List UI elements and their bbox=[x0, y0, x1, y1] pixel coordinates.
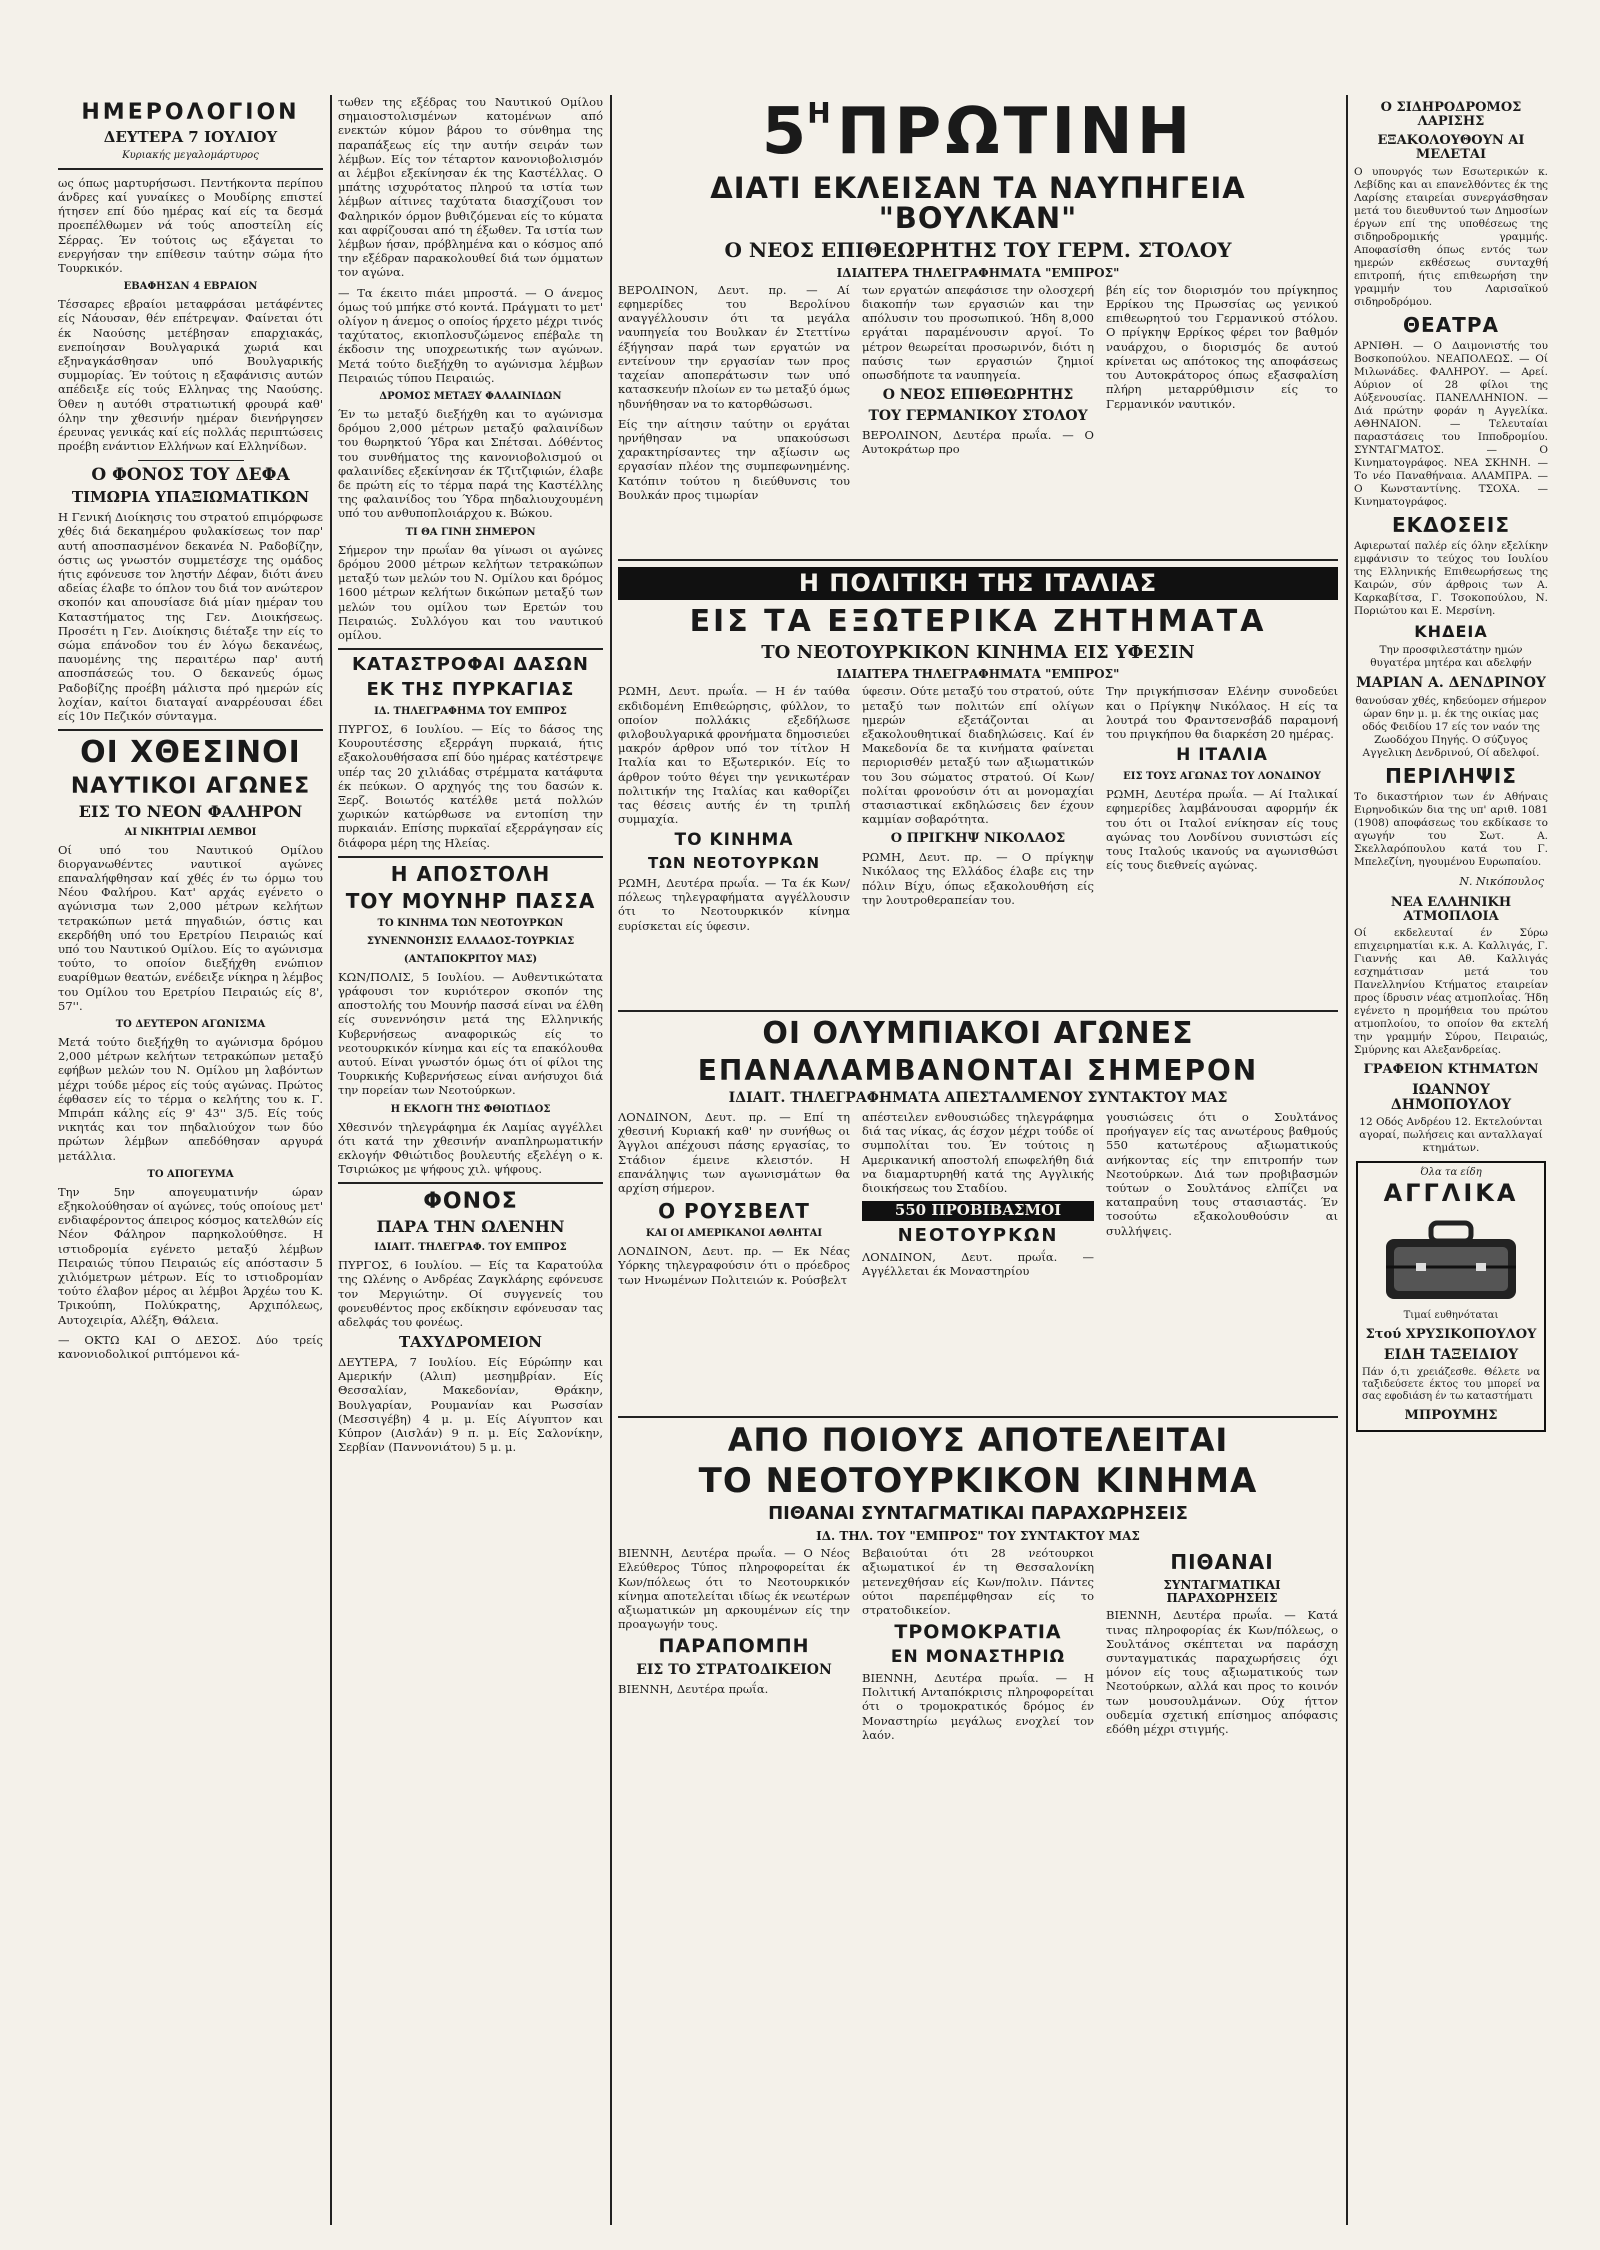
section-heading: Η ΕΚΛΟΓΗ ΤΗΣ ΦΘΙΩΤΙΔΟΣ bbox=[390, 1103, 551, 1115]
box-title: ΠΙΘΑΝΑΙ bbox=[1170, 1550, 1274, 1575]
olympic-title: ΟΙ ΟΛΥΜΠΙΑΚΟΙ ΑΓΩΝΕΣ bbox=[762, 1016, 1194, 1052]
article-row bbox=[618, 1546, 1338, 1806]
article-text: — ΟΚΤΩ ΚΑΙ Ο ΔΕΣΟΣ. Δύο τρείς κανονιοδολικοί ριπτόμενοι κά- bbox=[58, 1332, 323, 1362]
main-area bbox=[618, 95, 1338, 2225]
ad-lead: Όλα τα είδη bbox=[1420, 1167, 1482, 1179]
ad-items: ΕΙΔΗ ΤΑΞΕΙΔΙΟΥ bbox=[1383, 1346, 1519, 1363]
section-heading: ΤΟ ΑΠΟΓΕΥΜΑ bbox=[147, 1168, 234, 1180]
divider bbox=[138, 460, 244, 461]
calendar-feast: Κυριακής μεγαλομάρτυρος bbox=[122, 149, 259, 161]
article-subtitle: ΤΙΜΩΡΙΑ ΥΠΑΞΙΩΜΑΤΙΚΩΝ bbox=[71, 488, 310, 507]
box-title: ΕΙΣ ΤΟΥΣ ΑΓΩΝΑΣ ΤΟΥ ΛΟΝΔΙΝΟΥ bbox=[1123, 771, 1321, 783]
newspaper-page bbox=[58, 95, 1548, 2225]
section-heading: ΘΕΑΤΡΑ bbox=[1403, 312, 1499, 337]
divider bbox=[618, 1010, 1338, 1012]
section-heading: ΝΕΑ ΕΛΛΗΝΙΚΗ ΑΤΜΟΠΛΟΙΑ bbox=[1390, 895, 1512, 924]
column-rule bbox=[610, 95, 612, 2225]
section-heading: ΤΑΧΥΔΡΟΜΕΙΟΝ bbox=[399, 1333, 542, 1352]
divider bbox=[58, 729, 323, 731]
article-text: ΠΥΡΓΟΣ, 6 Ιουλίου. — Είς τα Καρατούλα της Ωλένης ο Ανδρέας Ζαγκλάρης εφόνευσε τον Μεργιώτην. Οί συγγενείς του φονευθέντος προς εκδίκησιν εφόνευσαν τας αδελφάς του φονέως. bbox=[338, 1258, 603, 1330]
article-text: Αφιερωταί παλέρ είς όλην εξελίκην εμφάνισιν το τεύχος του Ιουλίου της Ελληνικής Επιθεωρήσεως της Καιρών, σύν άρθροις των Α. Καρκαβίτσα, Γ. Τσοκοπούλου, Ν. Ποριώτου και Ε. Μερσίνη. bbox=[1354, 539, 1548, 617]
box-title: Ο ΝΕΟΣ ΕΠΙΘΕΩΡΗΤΗΣ bbox=[882, 387, 1074, 404]
article-text: Τέσσαρες εβραίοι μεταφράσαι μετάφέντες είς Νάουσαν, θέν επέτρεψαν. Φαίνεται ότι έκ Ναούσης μετέβησαν επαρχιακάς, ενεποίησαν Βουλγαρικά χωριά και εξηναγκάσθησαν υπό Βουλγαρικής συμμορίας. Έν τούτοις η εξαφάνισις αυτών απέδειξε είς τούς Ελληνας της Ναούσης. Όθεν η αυτόθι στρατιωτική φρουρά καθ' όλην την χθεσινήν ημέραν διενήργησεν έρευνας γενικάς καί είς πολλάς περιπτώσεις προέβη ενάντιον Ελλήνων καί Ελληνίδων. bbox=[58, 297, 323, 454]
article-title: ΝΑΥΤΙΚΟΙ ΑΓΩΝΕΣ bbox=[70, 773, 311, 799]
article-text: Την πριγκήπισσαν Ελένην συνοδεύει και ο Πρίγκηψ Νικόλαος. Η είς τα λουτρά του Φραντσενσβάδ παραμονή του πριγκήπου θα διαρκέση 20 ημέρας. bbox=[1106, 684, 1338, 742]
article-text: ΒΙΕΝΝΗ, Δευτέρα πρωΐα. — Η Πολιτική Ανταπόκρισις πληροφορείται ότι ο τρομοκρατικός δρόμος έν Μοναστηρίω μεγάλως ενοχλεί τον λαόν. bbox=[862, 1671, 1094, 1742]
article-subtitle: ΙΔ. ΤΗΛΕΓΡΑΦΗΜΑ ΤΟΥ ΕΜΠΡΟΣ bbox=[374, 705, 567, 717]
article-title: ΕΚ ΤΗΣ ΠΥΡΚΑΓΙΑΣ bbox=[366, 679, 575, 700]
article-title: ΟΙ ΧΘΕΣΙΝΟΙ bbox=[80, 735, 301, 771]
title-word: ΠΡΩΤΙΝΗ bbox=[836, 95, 1195, 169]
article-subtitle: ΑΙ ΝΙΚΗΤΡΙΑΙ ΛΕΜΒΟΙ bbox=[124, 826, 257, 838]
ad-cheap: Τιμαί ευθηνόταται bbox=[1403, 1310, 1499, 1322]
article-text: Έν τω μεταξύ διεξήχθη και το αγώνισμα δρόμου 2,000 μέτρων μεταξύ φαλαινίδων του θωρηκτού Ύδρα και Σπέτσαι. Δόθέντος του συνθήματος της κανονιοβολισμού οι φαλαινίδες εξεκίνησαν έκ Τζιτζιφιών, έλαβε δε πρώτη είς το τέρμα παρά της Καστέλλης της φαλαινίδος του Ύδρα πηδαλιουχουμένη υπό του ανθυποπλοιάρχου κ. Βώκου. bbox=[338, 407, 603, 521]
italy-subtitle: ΤΟ ΝΕΟΤΟΥΡΚΙΚΟΝ ΚΙΝΗΜΑ ΕΙΣ ΥΦΕΣΙΝ bbox=[761, 641, 1195, 663]
box-title: 550 ΠΡΟΒΙΒΑΣΜΟΙ bbox=[862, 1201, 1094, 1221]
ad-sign: ΜΠΡΟΥΜΗΣ bbox=[1404, 1407, 1498, 1423]
article-column bbox=[618, 283, 850, 508]
signature: Ν. Νικόπουλος bbox=[1459, 875, 1544, 889]
article-text: ΔΕΥΤΕΡΑ, 7 Ιουλίου. Είς Εύρώπην και Αμερικήν (Αλιπ) μεσημβρίαν. Είς Θεσσαλίαν, Μακεδονίαν, Θράκην, Βουλγαρίαν, Ρουμανίαν και Ρωσσίαν (Μεσσιγέβη) 4 μ. μ. Είς Αίγυπτον και Κύπρον (Αισλάν) 9 π. μ. Είς Σαλονίκην, Σερβίαν (Παννονιάτου) 5 μ. μ. bbox=[338, 1355, 603, 1455]
article-column bbox=[1106, 1546, 1338, 1742]
main-subheadline: Ο ΝΕΟΣ ΕΠΙΘΕΩΡΗΤΗΣ ΤΟΥ ΓΕΡΜ. ΣΤΟΛΟΥ bbox=[724, 237, 1232, 262]
box-title: ΝΕΟΤΟΥΡΚΩΝ bbox=[897, 1225, 1059, 1246]
bottom-title: ΑΠΟ ΠΟΙΟΥΣ ΑΠΟΤΕΛΕΙΤΑΙ bbox=[727, 1421, 1229, 1460]
divider bbox=[338, 648, 603, 650]
box-title: Ο ΠΡΙΓΚΗΨ ΝΙΚΟΛΑΟΣ bbox=[890, 831, 1066, 847]
article-column bbox=[1106, 1110, 1338, 1244]
article-subtitle: ΕΙΣ ΤΟ ΝΕΟΝ ΦΑΛΗΡΟΝ bbox=[78, 801, 303, 821]
article-title: Η ΑΠΟΣΤΟΛΗ bbox=[390, 861, 551, 886]
article-text: ΛΟΝΔΙΝΟΝ, Δευτ. πρ. — Επί τη χθεσινή Κυριακή καθ' ην συνήθως οι Άγγλοι απέχουσι πάσης εργασίας, το Στάδιον έμεινε κλειστόν. Η επανάληψις των αγωνισμάτων θα αρχίση σήμερον. bbox=[618, 1110, 850, 1196]
article-subtitle: ΕΞΑΚΟΛΟΥΘΟΥΝ ΑΙ ΜΕΛΕΤΑΙ bbox=[1377, 133, 1525, 162]
article-text: Βεβαιούται ότι 28 νεότουρκοι αξιωματικοί έν τη Θεσσαλονίκη μετενεχθήσαν είς Κων/πολιν. Πάντες ούτοι παρεπέμφθησαν είς το στρατοδικείον. bbox=[862, 1546, 1094, 1618]
divider bbox=[618, 1416, 1338, 1418]
box-title: Η ΙΤΑΛΙΑ bbox=[1176, 745, 1268, 766]
bottom-subtitle: ΠΙΘΑΝΑΙ ΣΥΝΤΑΓΜΑΤΙΚΑΙ ΠΑΡΑΧΩΡΗΣΕΙΣ bbox=[768, 1503, 1188, 1525]
article-text: Οί υπό του Ναυτικού Ομίλου διοργανωθέντες ναυτικοί αγώνες επαναλήφθησαν καί χθές έν τω όρμω του Νέου Φαλήρου. Κατ' αρχάς εγένετο ο αγώνισμα των 2,000 μέτρων κελήτων τετρακώπων μετά πηγαδιών, όστις και εκερδήθη υπό του Ερετρίου Πειραιώς καί υπό του Ναυτικού Ομίλου. Είς το αγώνισμα τούτο, το οποίον διεξήχθη ενώπιον ευαρίθμων θεατών, ενέδειξε νίκηρα η λέμβος του Ομίλου του Ερετρίου Πειραιώς είς 8', 57''. bbox=[58, 842, 323, 1013]
article-text: ΒΙΕΝΝΗ, Δευτέρα πρωΐα. bbox=[618, 1682, 769, 1697]
box-title: ΚΑΙ ΟΙ ΑΜΕΡΙΚΑΝΟΙ ΑΘΛΗΤΑΙ bbox=[645, 1228, 823, 1240]
article-title: Ο ΣΙΔΗΡΟΔΡΟΜΟΣ ΛΑΡΙΣΗΣ bbox=[1380, 100, 1522, 129]
article-text: Χθεσινόν τηλεγράφημα έκ Λαμίας αγγέλλει ότι κατά την χθεσινήν αναπληρωματικήν εκλογήν Φθιώτιδος βουλευτής εξελέγη ο κ. Τσιριώκος με ψήφους χιλ. ψήφους. bbox=[338, 1119, 603, 1177]
column-rule bbox=[330, 95, 332, 2225]
article-text: ΡΩΜΗ, Δευτ. πρ. — Ο πρίγκηψ Νικόλαος της Ελλάδος έλαβε εις την πόλιν Βίχυ, όπως εξακολουθήση είς την λουτροθεραπείαν του. bbox=[862, 850, 1094, 907]
olympic-subtitle: ΕΠΑΝΑΛΑΜΒΑΝΟΝΤΑΙ ΣΗΜΕΡΟΝ bbox=[697, 1053, 1259, 1087]
calendar-date: ΔΕΥΤΕΡΑ 7 ΙΟΥΛΙΟΥ bbox=[103, 128, 278, 147]
article-text: τωθεν της εξέδρας του Ναυτικού Ομίλου σημαιοστολισμένων κατομένων από ενεκτών κύμον βάρου το σύνθημα της παραπάξεως είς την αυτήν σειράν των λέμβων. Είς τον τέταρτον κανονιοβολισμόν αι λέμβοι εξεκίνησαν έκ της Καστέλλας. Ο μπάτης ισχυρότατος πληρού τα ιστία των λέμβων αίτινες ταχύτατα διασχίζουσι τον Φαληρικόν όρμον βυθιζόμεναι είς το κύματα και αφρίζουσαι από τη έξωθεν. Τα ιστία των λέμβων ήσαν, πρόβλημένα και ο κόσμος από την εξέδραν παρακολουθεί διά των όμματων τον αγώνα. bbox=[338, 95, 603, 280]
divider bbox=[58, 168, 323, 170]
article-text: γουσιώσεις ότι ο Σουλτάνος προήγαγεν είς τας ανωτέρους βαθμούς 550 κατωτέρους αξιωματικούς ανήκοντας είς την επιτροπήν των Νεοτούρκων. Διά των προβιβασμών τούτων ο Σουλτάνος ελπίζει να καταπραΰνη τους στασιαστάς. Έν τοσούτω εξακολουθούσιν αι συλλήψεις. bbox=[1106, 1110, 1338, 1238]
box-title: ΤΟΥ ΓΕΡΜΑΝΙΚΟΥ ΣΤΟΛΟΥ bbox=[868, 407, 1088, 424]
article-text: Μετά τούτο διεξήχθη το αγώνισμα δρόμου 2,000 μέτρων κελήτων τετρακώπων μεταξύ εφήβων μελών του Ν. Ομίλου μη λαβόντων μέχρι τούδε μέρος είς τούς αγώνας. Πρώτος έφθασεν είς το τέρμα ο κελήτης του κ. Γ. Μπιράπ κάλης είς 9' 43'' 3/5. Είς τούς νικητάς και τον πηδαλιούχον των δύο πρώτων λέμβων απεδόθησαν αργυρά μετάλλια. bbox=[58, 1034, 323, 1163]
article-text: Η Γενική Διοίκησις του στρατού επιμόρφωσε χθές διά δεκαημέρου φυλακίσεως τον παρ' αυτή αποσπασμένον δεκανέα Ν. Ραδοβίζην, όστις ως γνωστόν συμμετέσχε της ομάδος ήτις εφόνευσε τον ληστήν Δέφαν, διότι άνευ αδείας έλαβε το όπλον του διά τον ανώτερον σκοπόν και απουσίασε διά μίαν ημέραν του Καταστήματος της Γεν. Διοικήσεως. Προσέτι η Γεν. Διοίκησις διέταξε την είς το σώμα επάνοδον του έν λόγω δεκανέως, παυομένης της περαιτέρω παρ' αυτή αποσπάσεώς του. Ο δεκανεύς όμως Ραδοβίζης προέβη μάλιστα πρό ημερών είς λοχίαν, καίτοι διαταγαί αναρρέουσαι έδει είς 10ν Πεζικόν σύνταγμα. bbox=[58, 510, 323, 723]
section-heading: ΕΚΔΟΣΕΙΣ bbox=[1391, 512, 1511, 537]
article-column bbox=[862, 1110, 1094, 1284]
article-column bbox=[618, 1546, 850, 1702]
article-subtitle: ΤΟ ΚΙΝΗΜΑ ΤΩΝ ΝΕΟΤΟΥΡΚΩΝ bbox=[377, 917, 564, 929]
article-text: Την προσφιλεστάτην ημών θυγατέρα μητέρα και αδελφήν bbox=[1370, 644, 1532, 670]
section-heading: ΤΙ ΘΑ ΓΙΝΗ ΣΗΜΕΡΟΝ bbox=[405, 526, 536, 538]
article-column bbox=[862, 684, 1094, 912]
title-number: 5 bbox=[761, 95, 808, 169]
article-text: Είς την αίτησιν ταύτην οι εργάται ηρνήθησαν να υπακούσωσι χαρακτηρίσαντες την αξίωσιν ως εργασίαν πλέον της συμπεφωνημένης. Κατόπιν τούτου η διεύθυνσις του Βουλκάν προς τιμωρίαν bbox=[618, 416, 850, 502]
funeral-name: ΜΑΡΙΑΝ Α. ΔΕΝΔΡΙΝΟΥ bbox=[1356, 675, 1546, 692]
article-text: των εργατών απεφάσισε την ολοσχερή διακοπήν των εργασιών και την απόλυσιν του προσωπικού. Ήδη 8,000 εργάται παραμένουσιν αργοί. Το μέτρον θεωρείται προσωρινόν, διότι η παύσις των εργασιών ζημιοί οπωσδήποτε τα ναυπηγεία. bbox=[862, 282, 1094, 383]
article-text: 12 Οδός Ανδρέου 12. Εκτελούνται αγοραί, πωλήσεις και ανταλλαγαί κτημάτων. bbox=[1359, 1116, 1543, 1155]
article-title: ΠΑΡΑ ΤΗΝ ΩΛΕΝΗΝ bbox=[376, 1217, 565, 1237]
article-text: ΛΟΝΔΙΝΟΝ, Δευτ. πρωΐα. — Αγγέλλεται έκ Μοναστηρίου bbox=[862, 1249, 1094, 1279]
main-headline: ΔΙΑΤΙ ΕΚΛΕΙΣΑΝ ΤΑ ΝΑΥΠΗΓΕΙΑ "ΒΟΥΛΚΑΝ" bbox=[710, 171, 1246, 236]
article-subtitle: (ΑΝΤΑΠΟΚΡΙΤΟΥ ΜΑΣ) bbox=[403, 953, 538, 965]
section-heading: ΔΡΟΜΟΣ ΜΕΤΑΞΥ ΦΑΛΑΙΝΙΔΩΝ bbox=[379, 391, 562, 403]
office-name: ΙΩΑΝΝΟΥ ΔΗΜΟΠΟΥΛΟΥ bbox=[1390, 1081, 1512, 1113]
article-text: ΠΥΡΓΟΣ, 6 Ιουλίου. — Είς το δάσος της Κουρουτέσσης εξερράγη πυρκαιά, ήτις εξακολουθήσασα επί δύο ημέρας κατέστρεψε υπέρ τας 20 χιλιάδας στρέμματα κατάφυτα έκ πεύκων. Ο αρχηγός της του δασών κ. Ξερζ. Βοιωτός κατέλθε μετά πολλών χωρικών κατώρθωσε να εντοπίση την πυρκαιάν. Επίσης πυρκαϊαί εξερράγησαν είς διάφορα μέρη της Ηλείας. bbox=[338, 721, 603, 850]
article-row bbox=[618, 1110, 1338, 1410]
article-text: ΒΙΕΝΝΗ, Δευτέρα πρωΐα. — Ο Νέος Ελεύθερος Τύπος πληροφορείται έκ Κων/πόλεως ότι το Νεοτουρκικόν κίνημα αποτελείται ιδίως έκ νεωτέρων αξιωματικών μη αρκουμένων είς την προαγωγήν τους. bbox=[618, 1546, 850, 1632]
column-2 bbox=[338, 95, 603, 2225]
article-text: ύφεσιν. Ούτε μεταξύ του στρατού, ούτε μεταξύ των πολιτών επί ολίγων ημερών εξετάζονται αι εξακολουθητικαί διαδηλώσεις. Καί έν Μακεδονία δε τα κινήματα φαίνεται περιορισθέν μεταξύ των αξιωματικών του 3ου σώματος στρατού. Οί Κων/πολίται φρονούσιν ότι αι μονομαχίαι στασιαστικαί εκδηλώσεις δεν έχουν καμμίαν σοβαρότητα. bbox=[862, 684, 1094, 827]
office-title: ΓΡΑΦΕΙΟΝ ΚΤΗΜΑΤΩΝ bbox=[1363, 1062, 1539, 1078]
article-text: ΛΟΝΔΙΝΟΝ, Δευτ. πρ. — Εκ Νέας Υόρκης τηλεγραφούσιν ότι ο πρόεδρος των Ηνωμένων Πολιτειών κ. Ρούσβελτ bbox=[618, 1244, 850, 1287]
title-superscript: Η bbox=[807, 97, 832, 130]
article-column bbox=[862, 283, 1094, 462]
article-text: ΑΡΝΙΘΗ. — Ο Δαιμονιστής του Βοσκοπούλου. ΝΕΑΠΟΛΕΩΣ. — Οί Μιλωνάδες. ΦΑΛΗΡΟΥ. — Αρεί. Αύριον οί 28 φίλοι της Αύξενουσίας. ΠΑΝΕΛΛΗΝΙΟΝ. — Διά πρώτην φοράν η Αγγελίκα. ΑΘΗΝΑΙΟΝ. — Τελευταίαι παραστάσεις του Ιπποδρομίου. ΣΥΝΤΑΓΜΑΤΟΣ. — Ο Κινηματογράφος. ΝΕΑ ΣΚΗΝΗ. — Το νέο Παναθήναια. ΑΛΑΜΠΡΑ. — Ο Κωνσταντίνης. ΤΣΟΧΑ. — Κινηματογράφος. bbox=[1354, 339, 1548, 508]
article-text: βέη είς τον διορισμόν του πρίγκηπος Ερρίκου της Πρωσσίας ως γενικού επιθεωρητού του Γερμανικού στόλου. Ο πρίγκηψ Ερρίκος φέρει τον βαθμόν ναυάρχου, ο διορισμός δε αυτού κρίνεται ως απότοκος της αποφάσεως του Αυτοκράτορος όπως εξασφαλίση πλήρη μεταρρύθμισιν είς το Γερμανικόν ναυτικόν. bbox=[1106, 282, 1338, 411]
divider bbox=[338, 856, 603, 858]
article-text: ως όπως μαρτυρήσωσι. Πεντήκοντα περίπου άνδρες καί γυναίκες ο Μουδίρης επιστεί ήτησεν επί δύο ημέρας καί είς τα δεσμά προεπέλθωμεν νά τούς αποστείλη είς Σέρρας. Έν τούτοις ως εξάγεται το ενεργήσαν την επίθεσιν ταύτην σώμα ήτο Τουρκικόν. bbox=[58, 175, 323, 276]
article-text: θανούσαν χθές, κηδεύομεν σήμερον ώραν 6ην μ. μ. έκ της οικίας μας οδός Φειδίου 17 είς τον ναόν της Ζωοδόχου Πηγής. Ο σύζυγος Αγγελικη Δενδρινού, Οί αδελφοί. bbox=[1355, 695, 1547, 760]
article-text: Το δικαστήριον των έν Αθήναις Ειρηνοδικών δια της υπ' αριθ. 1081 (1908) αποφάσεως του εκδίκασε το αγωγήν του Σωτ. Α. Σκελλαρόπουλου κατά του Γ. Μπελεζίνη, ηγουμένου Ευρωπαίου. bbox=[1354, 791, 1548, 869]
ad-shop: Στού ΧΡΥΣΙΚΟΠΟΥΛΟΥ bbox=[1365, 1327, 1537, 1343]
article-title: ΚΑΤΑΣΤΡΟΦΑΙ ΔΑΣΩΝ bbox=[352, 654, 589, 676]
box-title: ΤΩΝ ΝΕΟΤΟΥΡΚΩΝ bbox=[647, 854, 821, 873]
italy-title: Η ΠΟΛΙΤΙΚΗ ΤΗΣ ΙΤΑΛΙΑΣ bbox=[618, 567, 1338, 600]
olympic-subtitle: ΙΔΙΑΙΤ. ΤΗΛΕΓΡΑΦΗΜΑΤΑ ΑΠΕΣΤΑΛΜΕΝΟΥ ΣΥΝΤΑΚΤΟΥ ΜΑΣ bbox=[728, 1090, 1228, 1107]
article-text: ΚΩΝ/ΠΟΛΙΣ, 5 Ιουλίου. — Αυθεντικώτατα γράφουσι τον κυριότερον σκοπόν της αποστολής του Μουνήρ πασσά είναι να έλθη είς συνεννόησιν μετά της Ελληνικής Κυβερνήσεως αναφορικώς είς το νεοτουρκικόν κίνημα και είς τα επακόλουθα αυτού. Είναι γνωστόν όμως ότι οί φίλοι της Τουρκικής Κυβερνήσεως είναι ανήσυχοι διά την πορείαν των Νεοτούρκων. bbox=[338, 969, 603, 1098]
article-row bbox=[618, 283, 1338, 553]
bottom-title: ΤΟ ΝΕΟΤΟΥΡΚΙΚΟΝ ΚΙΝΗΜΑ bbox=[698, 1460, 1258, 1501]
article-title: Ο ΦΟΝΟΣ ΤΟΥ ΔΕΦΑ bbox=[91, 464, 290, 485]
italy-subtitle: ΙΔΙΑΙΤΕΡΑ ΤΗΛΕΓΡΑΦΗΜΑΤΑ "ΕΜΠΡΟΣ" bbox=[836, 667, 1120, 682]
box-title: ΠΑΡΑΠΟΜΠΗ bbox=[658, 1635, 810, 1658]
article-subtitle: ΣΥΝΕΝΝΟΗΣΙΣ ΕΛΛΑΔΟΣ-ΤΟΥΡΚΙΑΣ bbox=[366, 935, 575, 947]
advertisement bbox=[1356, 1161, 1546, 1432]
section-heading: ΤΟ ΔΕΥΤΕΡΟΝ ΑΓΩΝΙΣΜΑ bbox=[115, 1018, 266, 1030]
ad-text: Πάν ό,τι χρειάζεσθε. Θέλετε να ταξιδεύσετε έκτος του μπορεί να σας εφοδιάση έν τω καταστήματι bbox=[1362, 1366, 1540, 1402]
front-title bbox=[618, 97, 1338, 167]
article-row bbox=[618, 684, 1338, 1004]
article-text: Σήμερον την πρωΐαν θα γίνωσι οι αγώνες δρόμου 2000 μέτρων κελήτων τετρακώπων μεταξύ των μελών του Ν. Ομίλου και δρόμος 1600 μέτρων κελήτων δικώπων μεταξύ των μελών του ομίλου των Ερετών του Πειραιώς. Συλλόγου και του ναυτικού ομίλου. bbox=[338, 542, 603, 642]
section-heading: ΚΗΔΕΙΑ bbox=[1414, 621, 1488, 641]
box-title: ΤΡΟΜΟΚΡΑΤΙΑ bbox=[894, 1621, 1062, 1644]
article-column bbox=[618, 1110, 850, 1293]
article-column bbox=[1106, 283, 1338, 417]
box-title: ΕΝ ΜΟΝΑΣΤΗΡΙΩ bbox=[890, 1647, 1066, 1668]
article-subtitle: ΙΔΙΑΙΤ. ΤΗΛΕΓΡΑΦ. ΤΟΥ ΕΜΠΡΟΣ bbox=[374, 1242, 567, 1254]
italy-subtitle: ΕΙΣ ΤΑ ΕΞΩΤΕΡΙΚΑ ΖΗΤΗΜΑΤΑ bbox=[689, 604, 1267, 640]
section-heading: ΠΕΡΙΛΗΨΙΣ bbox=[1385, 764, 1517, 789]
article-text: ΡΩΜΗ, Δευτέρα πρωΐα. — Αί Ιταλικαί εφημερίδες λαμβάνουσαι αφορμήν έκ του ότι οι Ιταλοί ενίκησαν είς τους αγώνας του Λονδίνου συνιστώσι είς τους Ιταλούς ικανούς να αγωνισθώσι είς τους διεθνείς αγώνας. bbox=[1106, 787, 1338, 873]
article-text: Ο υπουργός των Εσωτερικών κ. Λεβίδης και αι επανελθόντες έκ της Λαρίσης εταιρείαι συνεργάσθησαν μετά του διευθυντού των Δημοσίων έργων επί της υποθέσεως της σιδηροδρομικής γραμμής. Αποφασίσθη όπως εντός των ημερών εκθέσεως συνταχθή επιτροπή, ήτις επιθεωρήση την γραμμήν του Λαρισαϊκού σιδηροδρόμου. bbox=[1354, 165, 1548, 308]
main-subheadline: ΙΔΙΑΙΤΕΡΑ ΤΗΛΕΓΡΑΦΗΜΑΤΑ "ΕΜΠΡΟΣ" bbox=[836, 265, 1120, 280]
article-text: ΒΕΡΟΛΙΝΟΝ, Δευτ. πρ. — Αί εφημερίδες του Βερολίνου αναγγέλλουσιν ότι τα μεγάλα ναυπηγεία του Βουλκαν έν Στεττίνω έξήγησαν παρά των εργατών να εντείνουν την εργασίαν των προς ταχείαν αποπεράτωσιν των υπό κατασκευήν πλοίων εν τω μεταξύ όμως ηδυνήθησαν να το κατορθώσωσι. bbox=[618, 282, 850, 411]
divider bbox=[338, 1182, 603, 1184]
article-text: — Τα έκειτο πιάει μπροστά. — Ο άνεμος όμως τού μπήκε στό κοντά. Πράγματι το μετ' ολίγον η άνεμος ο οποίος ήρχετο μέχρι τινός ταχύτατος, εκιοπλοσυζώμενος επέβαλε τη έκδοσιν της υποχρεωτικής των αγώνων. Μετά τούτο διεξήχθη το αγώνισμα λέμβων Πειραιώς τύπου Πειραιώς. bbox=[338, 285, 603, 385]
box-title: Ο ΡΟΥΣΒΕΛΤ bbox=[658, 1199, 810, 1224]
box-title: ΤΟ ΚΙΝΗΜΑ bbox=[674, 830, 794, 851]
article-column bbox=[1106, 684, 1338, 878]
article-title: ΤΟΥ ΜΟΥΝΗΡ ΠΑΣΣΑ bbox=[345, 888, 596, 913]
bottom-subtitle: ΙΔ. ΤΗΛ. ΤΟΥ "ΕΜΠΡΟΣ" ΤΟΥ ΣΥΝΤΑΚΤΟΥ ΜΑΣ bbox=[816, 1529, 1140, 1544]
article-text: ΒΕΡΟΛΙΝΟΝ, Δευτέρα πρωΐα. — Ο Αυτοκράτωρ προ bbox=[862, 427, 1094, 456]
masthead-calendar: ΗΜΕΡΟΛΟΓΙΟΝ bbox=[81, 100, 300, 125]
article-text: απέστειλεν ενθουσιώδες τηλεγράφημα διά τας νίκας, άς έσχον μέχρι τούδε οί συμπολίται του. Έν τούτοις η Αμερικανική αποστολή επωφελήθη διά να διαμαρτυρηθή κατά της Αγγλικής διοικήσεως του Σταδίου. bbox=[862, 1110, 1094, 1196]
suitcase-icon bbox=[1376, 1211, 1526, 1306]
section-heading: ΕΒΑΦΗΣΑΝ 4 ΕΒΡΑΙΟΝ bbox=[123, 281, 258, 293]
article-column bbox=[618, 684, 850, 938]
column-rule bbox=[1346, 95, 1348, 2225]
article-text: ΒΙΕΝΝΗ, Δευτέρα πρωΐα. — Κατά τινας πληροφορίας έκ Κων/πόλεως, ο Σουλτάνος σκέπτεται να παράσχη συνταγματικάς παραχωρήσεις όχι μόνον είς τους αξιωματικούς των Νεοτούρκων, αλλά και προς το κοινόν των μουσουλμάνων. Ούχ ήττον ουδεμία σχετική επίσημος απόφασις εδόθη μέχρι στιγμής. bbox=[1106, 1608, 1338, 1737]
article-column bbox=[862, 1546, 1094, 1748]
box-title: ΣΥΝΤΑΓΜΑΤΙΚΑΙ ΠΑΡΑΧΩΡΗΣΕΙΣ bbox=[1163, 1578, 1281, 1605]
ad-title: ΑΓΓΛΙΚΑ bbox=[1383, 1179, 1519, 1208]
article-text: Οί εκδελευταί έν Σύρω επιχειρηματίαι κ.κ. Α. Καλλιγάς, Γ. Γιαννής και Αθ. Καλλιγάς εσχημάτισαν μετά του Πανελληνίου Κτήματος εταιρείαν προς ίδρυσιν νέας ατμοπλοΐας. Ήδη εγένετο η προμήθεια του πρώτου ατμοπλοίου, το οποίον θα εκτελή την γραμμήν Σύρου, Πειραιώς, Σμύρνης και Αλεξανδρείας. bbox=[1354, 927, 1548, 1057]
suitcase-illustration bbox=[1376, 1211, 1526, 1306]
column-right bbox=[1354, 95, 1548, 2225]
divider bbox=[618, 559, 1338, 561]
article-title: ΦΟΝΟΣ bbox=[423, 1189, 518, 1215]
box-title: ΕΙΣ ΤΟ ΣΤΡΑΤΟΔΙΚΕΙΟΝ bbox=[636, 1662, 832, 1679]
article-text: ΡΩΜΗ, Δευτέρα πρωΐα. — Τα έκ Κων/πόλεως τηλεγραφήματα αγγέλλουσιν ότι το Νεοτουρκικόν κίνημα ευρίσκεται είς ύφεσιν. bbox=[618, 876, 850, 933]
column-1 bbox=[58, 95, 323, 2225]
article-text: ΡΩΜΗ, Δευτ. πρωΐα. — Η έν ταύθα εκδιδομένη Επιθεώρησις, φύλλον, το οποίον πολλάκις εξεδήλωσε φιλοβουλγαρικά φρονήματα δημοσιεύει μακρόν άρθρον υπό τον τίτλον Η Ιταλία και το Εξωτερικόν. Είς το άρθρον τούτο θέγει την γενικωτέραν πολιτικήν της Ιταλίας και καθορίζει τας θέσεις αυτής έν τη τριπλή συμμαχία. bbox=[618, 684, 850, 827]
article-text: Την 5ην απογευματινήν ώραν εξηκολούθησαν οί αγώνες, τούς οποίους μετ' ενδιαφέροντος άπειρος κόσμος κατελθών είς Νέον Φάληρον παρηκολούθησε. Η ιστιοδρομία εγένετο μεταξύ λέμβων Πειραιώς τύπου Πειραιώς είς απόστασιν 5 χιλιόμετρων μέτρων. Είς το ιστιοδρομίαν τούτο έλαβον μέρος αι λέμβοι Άρχέω του Κ. Τρικούπη, Πολύκρατης, Αρχιπόλεως, Αυτοχειρία, Αλέξη, Θάλεια. bbox=[58, 1184, 323, 1327]
